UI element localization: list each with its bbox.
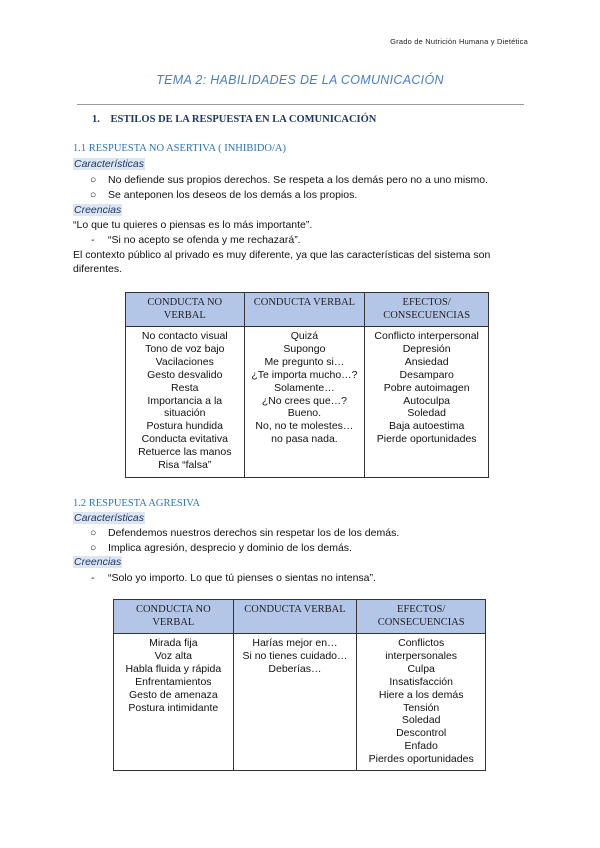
list-item: ○ Defendemos nuestros derechos sin respetar los de los demás.: [90, 527, 400, 539]
caracteristicas-label-2: Características: [74, 512, 145, 524]
section-1-title: ESTILOS DE LA RESPUESTA EN LA COMUNICACIÓN: [110, 114, 377, 125]
table-header: CONDUCTA VERBAL: [244, 293, 365, 327]
creencia-quote: “Lo que tu quieres o piensas es lo más importante”.: [73, 219, 313, 231]
section-1-heading: [92, 114, 376, 125]
table-cell: Conflictos interpersonales Culpa Insatisfacción Hiere a los demás Tensión Soledad Descontrol Enfado Pierdes oportunidades: [357, 634, 486, 771]
caracteristicas-label-1: Características: [74, 158, 145, 170]
table-cell: Conflicto interpersonal Depresión Ansiedad Desamparo Pobre autoimagen Autoculpa Soledad Baja autoestima Pierde oportunidades: [365, 327, 489, 478]
creencias-label-1: Creencias: [74, 204, 122, 216]
bullet-icon: ○: [90, 542, 97, 554]
table-header: CONDUCTA NO VERBAL: [126, 293, 245, 327]
table-header: CONDUCTA VERBAL: [233, 600, 357, 634]
subsection-1-1-heading: 1.1 RESPUESTA NO ASERTIVA ( INHIBIDO/A): [73, 143, 287, 154]
bullet-icon: ○: [90, 174, 97, 186]
bullet-icon: ○: [90, 189, 97, 201]
list-item: - “Si no acepto se ofenda y me rechazará”.: [91, 234, 301, 246]
subsection-1-2-heading: 1.2 RESPUESTA AGRESIVA: [73, 498, 201, 509]
creencias-label-2: Creencias: [74, 556, 122, 568]
list-item: ○ No defiende sus propios derechos. Se respeta a los demás pero no a uno mismo.: [90, 174, 488, 186]
list-item: ○ Se anteponen los deseos de los demás a los propios.: [90, 189, 358, 201]
table-cell: Quizá Supongo Me pregunto si… ¿Te importa mucho…? Solamente… ¿No crees que…? Bueno. No, no te molestes… no pasa nada.: [244, 327, 365, 478]
bullet-icon: ○: [90, 527, 97, 539]
list-item: - “Solo yo importo. Lo que tú pienses o sientas no intensa”.: [91, 572, 376, 584]
dash-icon: -: [91, 234, 95, 246]
list-item: ○ Implica agresión, desprecio y dominio de los demás.: [90, 542, 352, 554]
agresiva-table: [113, 599, 486, 771]
section-1-number: 1.: [92, 114, 100, 125]
context-paragraph-line-1: El contexto público al privado es muy diferente, ya que las características del sistema son: [73, 249, 491, 261]
context-paragraph-line-2: diferentes.: [73, 263, 123, 275]
table-header: CONDUCTA NO VERBAL: [114, 600, 234, 634]
table-cell: Harías mejor en… Si no tienes cuidado… Deberías…: [233, 634, 357, 771]
dash-icon: -: [91, 572, 95, 584]
table-header: EFECTOS/ CONSECUENCIAS: [357, 600, 486, 634]
table-cell: No contacto visual Tono de voz bajo Vacilaciones Gesto desvalido Resta Importancia a la situación Postura hundida Conducta evitativa Retuerce las manos Risa “falsa”: [126, 327, 245, 478]
no-asertiva-table: [125, 292, 489, 478]
title-divider: [77, 104, 524, 105]
table-cell: Mirada fija Voz alta Habla fluida y rápida Enfrentamientos Gesto de amenaza Postura intimidante: [114, 634, 234, 771]
course-header: Grado de Nutrición Humana y Dietética: [390, 37, 528, 46]
table-header: EFECTOS/ CONSECUENCIAS: [365, 293, 489, 327]
document-title: TEMA 2: HABILIDADES DE LA COMUNICACIÓN: [156, 73, 444, 87]
